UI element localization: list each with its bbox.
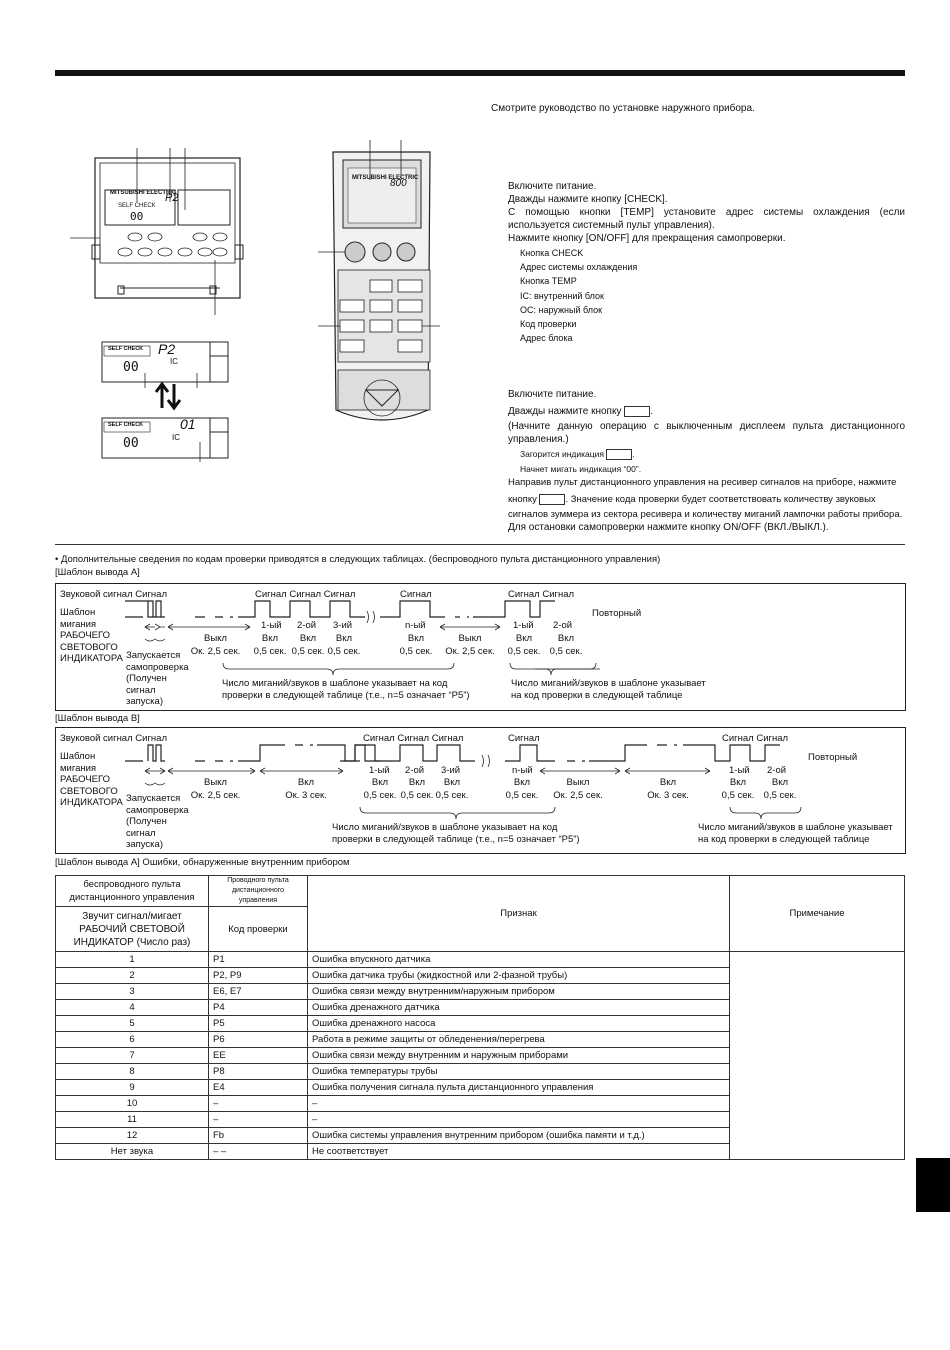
cell-code: –: [209, 1112, 308, 1128]
device-addr: 00: [130, 210, 144, 223]
pattern-b-row-label: [60, 751, 123, 809]
cell-code: P2, P9: [209, 968, 308, 984]
table-row: [56, 952, 905, 968]
start-line: сигнал: [126, 684, 156, 696]
wireless-step-2-text: Дважды нажмите кнопку: [508, 406, 622, 417]
header-wired: Проводного пульта дистанционного управления: [209, 876, 308, 907]
sec25-label: Ок. 2,5 сек.: [190, 646, 241, 657]
cell-symptom: Ошибка получения сигнала пульта дистанционного управления: [308, 1080, 730, 1096]
cell-code: P4: [209, 1000, 308, 1016]
pattern-a-note-right: [511, 678, 706, 702]
note-line: Число миганий/звуков в шаблоне указывает на код: [222, 678, 448, 689]
header-beep: Звучит сигнал/мигает РАБОЧИЙ СВЕТОВОЙ ИНДИКАТОР (Число раз): [56, 907, 209, 952]
pattern-b-note-right: [698, 822, 893, 846]
row-label-line: Шаблон: [60, 607, 96, 618]
legend-item: Адрес блока: [520, 333, 573, 344]
note-line: на код проверки в следующей таблице: [698, 834, 870, 845]
row-label-line: СВЕТОВОГО: [60, 785, 118, 797]
error-codes-table: [55, 875, 905, 1160]
wireless-step-2: Дважды нажмите кнопку .: [508, 406, 653, 417]
wired-steps: [508, 180, 905, 245]
cell-n: 7: [56, 1048, 209, 1064]
cell-n: 10: [56, 1096, 209, 1112]
off-block: [442, 632, 498, 658]
sec3-label: Ок. 3 сек.: [285, 790, 327, 801]
signal-label: Сигнал: [255, 589, 287, 600]
cell-code: –: [209, 1096, 308, 1112]
on-block-3s: [638, 776, 698, 802]
on-block: [398, 632, 434, 658]
wireless-step-3b-post: . Значение кода проверки будет соответствовать количеству звуковых: [565, 494, 876, 505]
start-line: самопроверка: [126, 804, 189, 816]
display-arrows: [140, 368, 220, 418]
cell-code: Fb: [209, 1128, 308, 1144]
remote-brand: MITSUBISHI ELECTRIC: [352, 175, 419, 181]
cell-n: 4: [56, 1000, 209, 1016]
pattern-b-signals: [363, 732, 463, 745]
display2-selfcheck: SELF CHECK: [108, 422, 144, 428]
wireless-legend-1: Загорится индикация .: [520, 449, 635, 459]
signal-label: Сигнал: [400, 589, 432, 600]
signal-label: Сигнал: [508, 589, 540, 600]
row-label-line: ИНДИКАТОРА: [60, 797, 123, 808]
start-line: самопроверка: [126, 661, 189, 673]
header-code: Код проверки: [209, 907, 308, 952]
legend-item: Код проверки: [520, 319, 577, 330]
first-label: 1-ый: [729, 765, 750, 776]
check-key-box: [624, 406, 650, 417]
cell-symptom: –: [308, 1112, 730, 1128]
wireless-step-3c: сигналов зуммера из сектора ресивера и количеству миганий лампочки работы прибора.: [508, 509, 903, 520]
sec25-label: Ок. 2,5 сек.: [190, 790, 241, 801]
cell-n: 1: [56, 952, 209, 968]
display2-ic: IC: [172, 433, 180, 442]
first-label: 1-ый: [261, 620, 282, 631]
sec05-label: 0,5 сек.: [400, 790, 434, 801]
pattern-a-note-left: [222, 678, 470, 702]
sec05-label: 0,5 сек.: [507, 646, 541, 657]
cell-symptom: Не соответствует: [308, 1144, 730, 1160]
pattern-a-signals-2: [508, 588, 574, 601]
on-block: [326, 632, 362, 658]
header-symptom: Признак: [308, 876, 730, 952]
cell-symptom: Ошибка впускного датчика: [308, 952, 730, 968]
legend-item: IC: внутренний блок: [520, 290, 604, 301]
cell-n: 2: [56, 968, 209, 984]
pattern-b-heading: [Шаблон вывода B]: [55, 713, 140, 724]
display-p2-code: P2: [158, 341, 176, 357]
note-line: на код проверки в следующей таблице: [511, 690, 683, 701]
wireless-legend-1-text: Загорится индикация: [520, 449, 604, 459]
note-line: проверки в следующей таблице (т.е., n=5 означает “P5”): [222, 690, 470, 701]
on-label: Вкл: [771, 777, 789, 788]
signal-label: Сигнал: [323, 589, 356, 600]
device-selfcheck-label: SELF CHECK: [118, 203, 156, 209]
sec05-label: 0,5 сек.: [435, 790, 469, 801]
repeat-label: Повторный: [808, 752, 858, 763]
brand-logo: MITSUBISHI ELECTRIC: [110, 190, 177, 196]
second-label: 2-ой: [767, 765, 787, 776]
cell-n: 5: [56, 1016, 209, 1032]
row-label-line: мигания: [60, 762, 97, 774]
cell-symptom: Ошибка связи между внутренним и наружным приборами: [308, 1048, 730, 1064]
sec25-label: Ок. 2,5 сек.: [553, 790, 603, 801]
off-label: Выкл: [566, 777, 590, 788]
on-label: Вкл: [299, 633, 317, 644]
header-note: Примечание: [730, 876, 905, 952]
display-ic: IC: [170, 357, 178, 366]
sec05-label: 0,5 сек.: [363, 790, 397, 801]
cell-code: P5: [209, 1016, 308, 1032]
start-line: запуска): [126, 696, 163, 707]
section-tab: [916, 1158, 950, 1212]
signal-label: Сигнал: [756, 733, 789, 744]
display2-addr: 00: [123, 436, 139, 451]
cell-code: EE: [209, 1048, 308, 1064]
third-label: 3-ий: [333, 620, 353, 631]
sec25-label: Ок. 2,5 сек.: [445, 646, 495, 657]
cell-n: 9: [56, 1080, 209, 1096]
on-block: [506, 632, 542, 658]
start-line: Запускается: [126, 650, 181, 661]
section-divider: [55, 544, 905, 545]
header-wireless: беспроводного пульта дистанционного управления: [56, 876, 209, 907]
wireless-step-3b: [508, 493, 876, 506]
cell-symptom: Ошибка датчика трубы (жидкостной или 2-фазной трубы): [308, 968, 730, 984]
note-line: Число миганий/звуков в шаблоне указывает: [511, 678, 706, 689]
on-label: Вкл: [443, 777, 461, 788]
on-label: Вкл: [729, 777, 747, 788]
second-label: 2-ой: [297, 620, 317, 631]
wireless-step-4: Для остановки самопроверки нажмите кнопку ON/OFF (ВКЛ./ВЫКЛ.).: [508, 522, 829, 533]
on-block: [548, 632, 584, 658]
wireless-legend-2: Начнет мигать индикация “00”.: [520, 464, 642, 474]
start-line: Запускается: [126, 793, 181, 804]
row-label-line: РАБОЧЕГО: [60, 630, 111, 641]
cell-code: – –: [209, 1144, 308, 1160]
on-label: Вкл: [659, 777, 677, 788]
signal-label: Сигнал: [397, 733, 430, 744]
on-label: Вкл: [513, 777, 531, 788]
sec05-label: 0,5 сек.: [549, 646, 583, 657]
row-label-line: РАБОЧЕГО: [60, 774, 111, 785]
on-label: Вкл: [515, 633, 533, 644]
first-label: 1-ый: [369, 765, 390, 776]
legend-item: Адрес системы охлаждения: [520, 262, 638, 273]
nth-label: n-ый: [512, 765, 533, 776]
on-block: [252, 632, 288, 658]
on-block: [720, 776, 756, 802]
cell-code: P1: [209, 952, 308, 968]
device-code: P2: [165, 192, 179, 204]
display-selfcheck: SELF CHECK: [108, 346, 144, 352]
row-label-line: ИНДИКАТОРА: [60, 653, 123, 664]
note-line: проверки в следующей таблице (т.е., n=5 означает “P5”): [332, 834, 580, 845]
note-line: Число миганий/звуков в шаблоне указывает на код: [332, 822, 558, 833]
signal-label: Сигнал: [135, 589, 167, 600]
wired-step: Включите питание.: [508, 181, 597, 192]
note-line: Число миганий/звуков в шаблоне указывает: [698, 822, 893, 833]
wireless-step-2-note: (Начните данную операцию с выключенным дисплеем пульта дистанционного управления.): [508, 421, 905, 445]
pattern-b-start: [126, 793, 189, 851]
off-label: Выкл: [458, 633, 482, 644]
on-block: [290, 632, 326, 658]
third-label: 3-ий: [441, 765, 461, 776]
cell-symptom: Ошибка связи между внутренним/наружным прибором: [308, 984, 730, 1000]
on-block: [434, 776, 470, 802]
pattern-a-signals: [255, 588, 355, 601]
buzzer-label: Звуковой сигнал: [60, 733, 133, 744]
signal-label: Сигнал: [722, 733, 754, 744]
display-addr: 00: [123, 360, 139, 375]
cell-code: P6: [209, 1032, 308, 1048]
cell-n: 6: [56, 1032, 209, 1048]
sec05-label: 0,5 сек.: [763, 790, 797, 801]
remote-display: 800: [390, 178, 407, 189]
legend-item: Кнопка CHECK: [520, 248, 584, 258]
start-line: запуска): [126, 839, 163, 850]
sec05-label: 0,5 сек.: [721, 790, 755, 801]
cell-symptom: Работа в режиме защиты от обледенения/перегрева: [308, 1032, 730, 1048]
wired-legend: [520, 246, 637, 345]
first-label: 1-ый: [513, 620, 534, 631]
pattern-a-buzzer: [60, 588, 167, 601]
off-block: [550, 776, 606, 802]
off-label: Выкл: [204, 633, 227, 644]
repeat-label: Повторный: [592, 608, 642, 619]
on-label: Вкл: [407, 633, 425, 644]
on-label: Вкл: [557, 633, 575, 644]
cell-code: E4: [209, 1080, 308, 1096]
wireless-remote-illustration: [318, 140, 448, 430]
on-label: Вкл: [335, 633, 353, 644]
start-line: сигнал: [126, 827, 156, 839]
on-block: [762, 776, 798, 802]
row-label-line: Шаблон: [60, 751, 96, 762]
pattern-a-heading: [Шаблон вывода A]: [55, 567, 140, 578]
wireless-step-3a: Направив пульт дистанционного управления на ресивер сигналов на приборе, нажмите: [508, 477, 897, 488]
legend-item: OC: наружный блок: [520, 304, 603, 315]
on-block-3s: [276, 776, 336, 802]
legend-item: Кнопка TEMP: [520, 276, 577, 287]
nth-label: n-ый: [405, 620, 426, 631]
cell-note: [730, 952, 905, 1160]
row-label-line: СВЕТОВОГО: [60, 641, 118, 653]
second-label: 2-ой: [405, 765, 425, 776]
on-block: [362, 776, 398, 802]
signal-label: Сигнал: [135, 733, 167, 744]
wired-step: Нажмите кнопку [ON/OFF] для прекращения самопроверки.: [508, 233, 786, 244]
indicator-box: [606, 449, 632, 460]
off-label: Выкл: [204, 777, 227, 788]
sec05-label: 0,5 сек.: [327, 646, 361, 657]
start-line: (Получен: [126, 673, 167, 684]
cell-n: 11: [56, 1112, 209, 1128]
cell-n: 3: [56, 984, 209, 1000]
note-line: • Дополнительные сведения по кодам проверки приводятся в следующих таблицах. (беспроводного пульта дистанционного управления): [55, 554, 661, 565]
sec05-label: 0,5 сек.: [291, 646, 325, 657]
off-block: [188, 776, 243, 802]
wired-step: С помощью кнопки [TEMP] установите адрес системы охлаждения (если используется системный пульт управления).: [508, 207, 905, 231]
start-line: (Получен: [126, 816, 167, 827]
check-key-box-2: [539, 494, 565, 505]
wired-step: Дважды нажмите кнопку [CHECK].: [508, 194, 668, 205]
cell-n: 8: [56, 1064, 209, 1080]
pattern-b-signals-2: [722, 732, 788, 745]
intro-text: Смотрите руководство по установке наружного прибора.: [491, 103, 755, 114]
wireless-step-3b-pre: кнопку: [508, 494, 537, 505]
cell-symptom: Ошибка системы управления внутренним прибором (ошибка памяти и т.д.): [308, 1128, 730, 1144]
top-rule: [55, 70, 905, 76]
signal-label: Сигнал: [542, 589, 575, 600]
pattern-a-start: [126, 650, 189, 708]
signal-label: Сигнал: [431, 733, 464, 744]
cell-n: 12: [56, 1128, 209, 1144]
pattern-b-note-left: [332, 822, 580, 846]
cell-code: E6, E7: [209, 984, 308, 1000]
row-label-line: мигания: [60, 618, 97, 630]
sec05-label: 0,5 сек.: [505, 790, 539, 801]
on-block: [504, 776, 540, 802]
cell-symptom: Ошибка дренажного датчика: [308, 1000, 730, 1016]
off-block: [188, 632, 243, 658]
pattern-b-buzzer: [60, 732, 167, 745]
on-label: Вкл: [371, 777, 389, 788]
signal-label: Сигнал: [289, 589, 322, 600]
buzzer-label: Звуковой сигнал: [60, 589, 133, 600]
on-label: Вкл: [408, 777, 426, 788]
on-label: Вкл: [297, 777, 315, 788]
cell-symptom: Ошибка дренажного насоса: [308, 1016, 730, 1032]
cell-symptom: Ошибка температуры трубы: [308, 1064, 730, 1080]
on-label: Вкл: [261, 633, 279, 644]
cell-n: Нет звука: [56, 1144, 209, 1160]
second-label: 2-ой: [553, 620, 573, 631]
signal-label: Сигнал: [363, 733, 395, 744]
wired-controller-illustration: [70, 140, 250, 320]
sec05-label: 0,5 сек.: [399, 646, 433, 657]
cell-symptom: –: [308, 1096, 730, 1112]
pattern-a-row-label: [60, 607, 123, 665]
signal-label: Сигнал: [508, 733, 540, 744]
table-heading: [Шаблон вывода A] Ошибки, обнаруженные внутренним прибором: [55, 857, 350, 868]
wireless-step-1: Включите питание.: [508, 389, 597, 400]
sec3-label: Ок. 3 сек.: [647, 790, 689, 801]
cell-code: P8: [209, 1064, 308, 1080]
sec05-label: 0,5 сек.: [253, 646, 287, 657]
display2-code: 01: [180, 416, 196, 432]
on-block: [399, 776, 435, 802]
